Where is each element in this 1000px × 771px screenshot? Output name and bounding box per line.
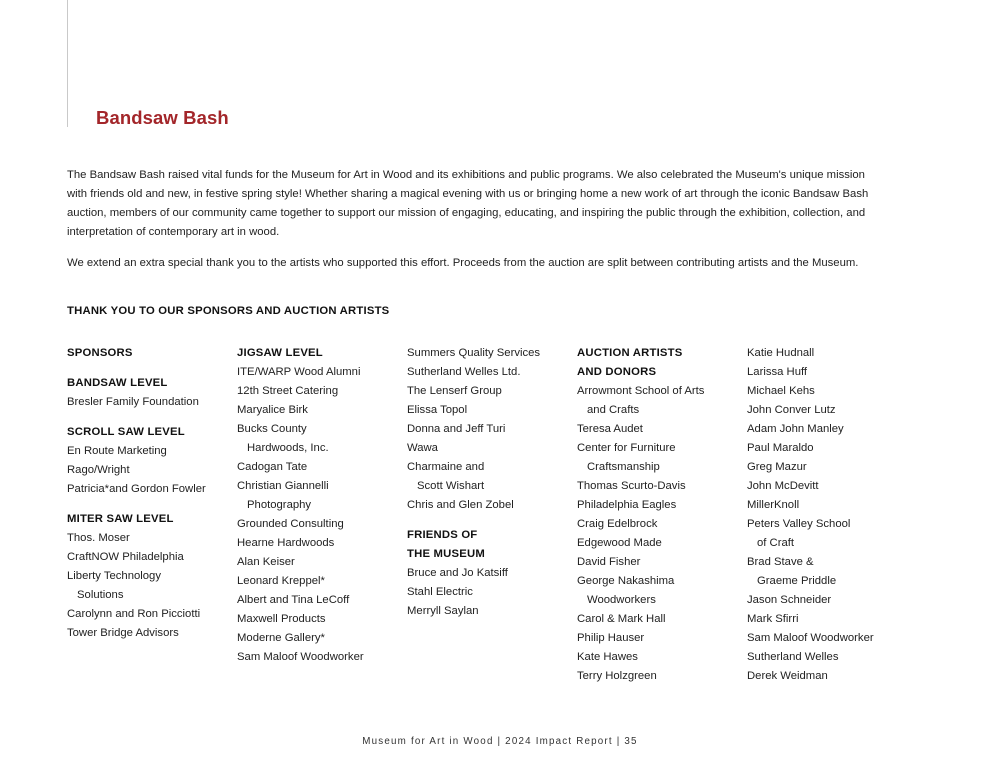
artist-name: Mark Sfirri xyxy=(747,613,799,625)
sponsor-name: Christian Giannelli xyxy=(237,480,329,492)
bandsaw-level-heading: BANDSAW LEVEL xyxy=(67,377,168,389)
sponsor-name-continued: Scott Wishart xyxy=(417,480,485,492)
artist-name: Sam Maloof Woodworker xyxy=(747,632,874,644)
page-title: Bandsaw Bash xyxy=(96,107,229,128)
jigsaw-level-heading: JIGSAW LEVEL xyxy=(237,347,323,359)
artist-name: Sutherland Welles xyxy=(747,651,839,663)
sponsors-heading: SPONSORS xyxy=(67,347,133,359)
artist-name-continued: Woodworkers xyxy=(587,594,656,606)
sponsor-name: Moderne Gallery* xyxy=(237,632,325,644)
sponsor-name: Elissa Topol xyxy=(407,404,468,416)
scroll-saw-level-heading: SCROLL SAW LEVEL xyxy=(67,426,185,438)
artist-name: Teresa Audet xyxy=(577,423,643,435)
artist-name: Terry Holzgreen xyxy=(577,670,657,682)
sponsor-name: Bucks County xyxy=(237,423,307,435)
artist-name-continued: Graeme Priddle xyxy=(757,575,837,587)
artist-name-continued: Craftsmanship xyxy=(587,461,660,473)
sponsor-name: Grounded Consulting xyxy=(237,518,344,530)
sponsor-name: Summers Quality Services xyxy=(407,347,541,359)
artist-name: Center for Furniture xyxy=(577,442,676,454)
sponsor-name-continued: Solutions xyxy=(77,589,124,601)
sponsor-name: Alan Keiser xyxy=(237,556,295,568)
friends-heading-line-2: THE MUSEUM xyxy=(407,548,485,560)
artist-name: Peters Valley School xyxy=(747,518,851,530)
artist-name: Brad Stave & xyxy=(747,556,814,568)
auction-artists-column xyxy=(577,344,704,686)
artist-name: Philip Hauser xyxy=(577,632,645,644)
sponsor-name: CraftNOW Philadelphia xyxy=(67,551,184,563)
sponsor-name: Maxwell Products xyxy=(237,613,326,625)
friends-heading: FRIENDS OF xyxy=(407,529,478,541)
sponsor-name: Cadogan Tate xyxy=(237,461,308,473)
sponsor-name-continued: Photography xyxy=(247,499,312,511)
sponsor-name: Wawa xyxy=(407,442,438,454)
intro-paragraph-2: We extend an extra special thank you to the artists who supported this effort. Proceeds from the auction are split between contributing artists and the Museum. xyxy=(67,257,859,269)
friend-name: Stahl Electric xyxy=(407,586,473,598)
artist-name: Greg Mazur xyxy=(747,461,807,473)
artist-name: Philadelphia Eagles xyxy=(577,499,677,511)
artist-name: Adam John Manley xyxy=(747,423,844,435)
artist-name: Paul Maraldo xyxy=(747,442,814,454)
artist-name: Carol & Mark Hall xyxy=(577,613,666,625)
sponsor-name: Charmaine and xyxy=(407,461,485,473)
artist-name: Derek Weidman xyxy=(747,670,828,682)
artist-name: Edgewood Made xyxy=(577,537,662,549)
artist-name: Jason Schneider xyxy=(747,594,832,606)
sponsor-name: Sutherland Welles Ltd. xyxy=(407,366,521,378)
artist-name: Larissa Huff xyxy=(747,366,808,378)
miter-saw-level-heading: MITER SAW LEVEL xyxy=(67,513,174,525)
artist-name: Katie Hudnall xyxy=(747,347,815,359)
sponsor-name: Thos. Moser xyxy=(67,532,130,544)
auction-artists-heading: AUCTION ARTISTS xyxy=(577,347,683,359)
auction-artists-continued-column xyxy=(747,344,874,686)
sponsor-name: Tower Bridge Advisors xyxy=(67,627,179,639)
artist-name: Arrowmont School of Arts xyxy=(577,385,705,397)
sponsor-name: Liberty Technology xyxy=(67,570,161,582)
artist-name: David Fisher xyxy=(577,556,641,568)
artist-name-continued: and Crafts xyxy=(587,404,640,416)
sponsor-name: ITE/WARP Wood Alumni xyxy=(237,366,361,378)
auction-artists-heading-line-2: AND DONORS xyxy=(577,366,657,378)
sponsor-name: Maryalice Birk xyxy=(237,404,308,416)
friend-name: Bruce and Jo Katsiff xyxy=(407,567,508,579)
sponsor-name: The Lenserf Group xyxy=(407,385,502,397)
artist-name: Michael Kehs xyxy=(747,385,815,397)
jigsaw-continued-column xyxy=(407,344,540,621)
sponsor-name: Albert and Tina LeCoff xyxy=(237,594,350,606)
page-footer: Museum for Art in Wood | 2024 Impact Report | 35 xyxy=(362,736,638,747)
sponsor-name: Hearne Hardwoods xyxy=(237,537,335,549)
sponsor-name: Bresler Family Foundation xyxy=(67,396,199,408)
sponsor-name: 12th Street Catering xyxy=(237,385,339,397)
artist-name: Thomas Scurto-Davis xyxy=(577,480,686,492)
sponsor-name: Carolynn and Ron Picciotti xyxy=(67,608,201,620)
sponsor-name: Chris and Glen Zobel xyxy=(407,499,514,511)
intro-paragraph-1: The Bandsaw Bash raised vital funds for the Museum for Art in Wood and its exhibitions and public programs. We also celebrated the Museum's unique mission with friends old and new, in festive spring style! Whether sharing a magical evening with us or bringing home a new work of art through the iconic Bandsaw Bash auction, members of our community came together to support our mission of engaging, educating, and inspiring the public through the exhibition, collection, and interpretation of contemporary art in wood. xyxy=(67,169,869,238)
jigsaw-column xyxy=(237,344,364,667)
vertical-divider xyxy=(67,0,68,127)
sponsor-name: Donna and Jeff Turi xyxy=(407,423,506,435)
sponsor-name: Sam Maloof Woodworker xyxy=(237,651,364,663)
artist-name: John McDevitt xyxy=(747,480,819,492)
artist-name: John Conver Lutz xyxy=(747,404,836,416)
friend-name: Merryll Saylan xyxy=(407,605,479,617)
artist-name: Craig Edelbrock xyxy=(577,518,658,530)
sponsor-name-continued: Hardwoods, Inc. xyxy=(247,442,329,454)
sponsor-name: Leonard Kreppel* xyxy=(237,575,325,587)
sponsor-name: En Route Marketing xyxy=(67,445,167,457)
sponsors-column xyxy=(67,344,206,643)
artist-name: Kate Hawes xyxy=(577,651,638,663)
sponsor-name: Rago/Wright xyxy=(67,464,130,476)
artist-name: George Nakashima xyxy=(577,575,675,587)
artist-name: MillerKnoll xyxy=(747,499,800,511)
thanks-heading: THANK YOU TO OUR SPONSORS AND AUCTION ARTISTS xyxy=(67,305,390,317)
artist-name-continued: of Craft xyxy=(757,537,795,549)
sponsor-name: Patricia*and Gordon Fowler xyxy=(67,483,206,495)
